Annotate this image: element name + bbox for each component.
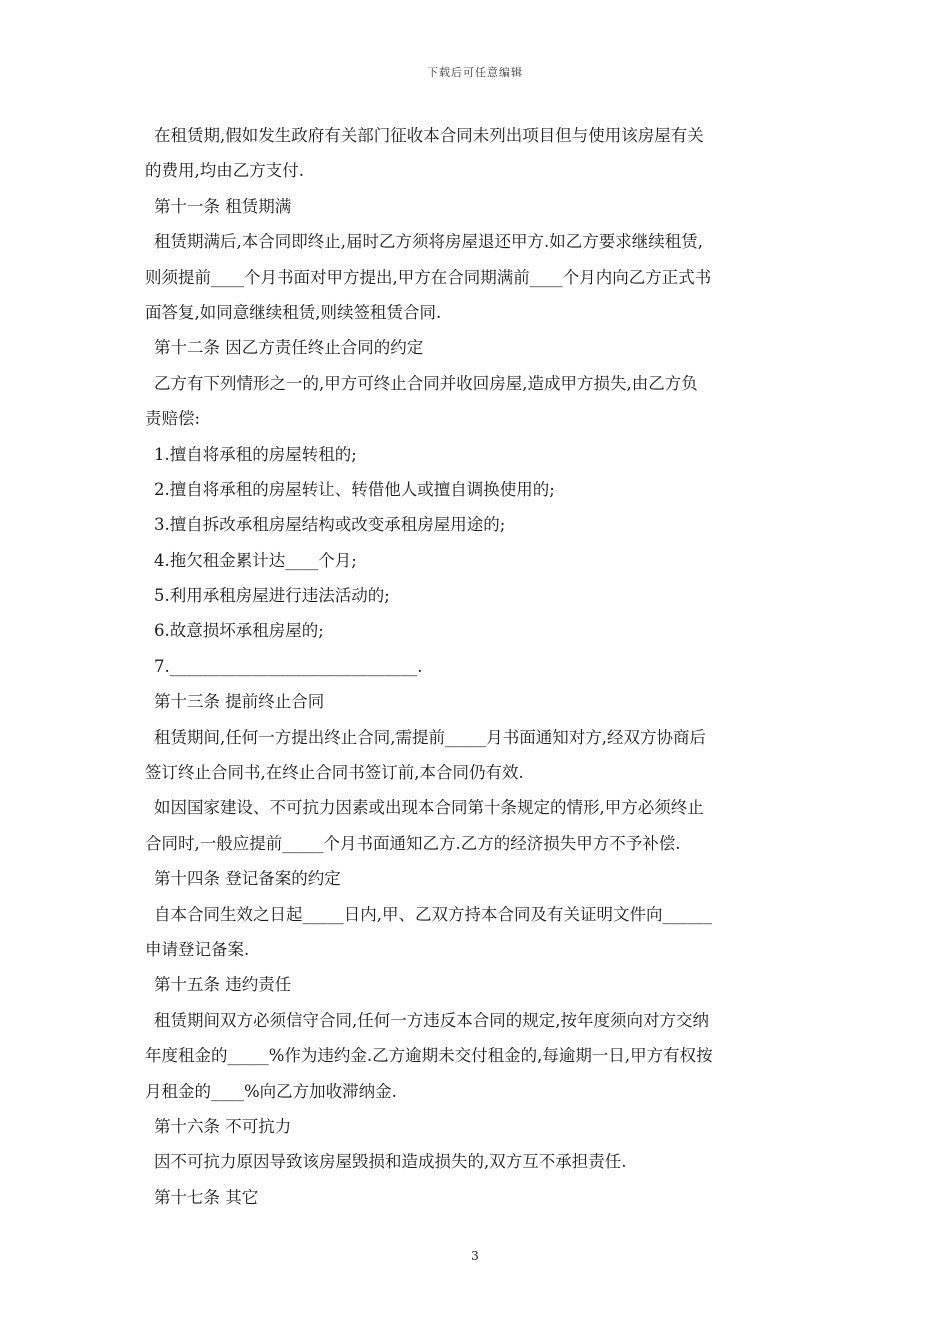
text-line: 年度租金的_____%作为违约金.乙方逾期未交付租金的,每逾期一日,甲方有权按 [145,1046,713,1066]
text-line: 自本合同生效之日起_____日内,甲、乙双方持本合同及有关证明文件向______ [154,904,712,924]
text-line: 面答复,如同意继续租赁,则续签租赁合同. [145,302,442,322]
text-line: 第十三条 提前终止合同 [154,692,325,712]
text-line: 第十七条 其它 [154,1187,259,1207]
text-line: 租赁期满后,本合同即终止,届时乙方须将房屋退还甲方.如乙方要求继续租赁, [154,232,703,252]
page-number: 3 [471,1249,479,1263]
text-line: 租赁期间双方必须信守合同,任何一方违反本合同的规定,按年度须向对方交纳 [154,1010,709,1030]
text-line: 1.擅自将承租的房屋转租的; [154,444,357,464]
text-line: 第十二条 因乙方责任终止合同的约定 [154,338,424,358]
text-line: 2.擅自将承租的房屋转让、转借他人或擅自调换使用的; [154,479,555,499]
text-line: 第十四条 登记备案的约定 [154,869,341,889]
text-line: 5.利用承租房屋进行违法活动的; [154,586,390,606]
text-line: 6.故意损坏承租房屋的; [154,621,324,641]
text-line: 如因国家建设、不可抗力因素或出现本合同第十条规定的情形,甲方必须终止 [154,798,704,818]
text-line: 租赁期间,任何一方提出终止合同,需提前_____月书面通知对方,经双方协商后 [154,727,706,747]
text-line: 在租赁期,假如发生政府有关部门征收本合同未列出项目但与使用该房屋有关 [154,126,704,145]
text-line: 申请登记备案. [145,939,250,959]
text-line: 4.拖欠租金累计达____个月; [154,550,357,570]
text-line: 第十一条 租赁期满 [154,196,292,216]
text-line: 7.______________________________. [154,656,423,676]
text-line: 的费用,均由乙方支付. [145,161,304,181]
text-line: 乙方有下列情形之一的,甲方可终止合同并收回房屋,造成甲方损失,由乙方负 [154,373,698,393]
text-line: 因不可抗力原因导致该房屋毁损和造成损失的,双方互不承担责任. [154,1152,627,1172]
text-line: 第十六条 不可抗力 [154,1116,292,1136]
text-line: 责赔偿: [145,409,201,429]
text-line: 第十五条 违约责任 [154,975,292,995]
text-line: 签订终止合同书,在终止合同书签订前,本合同仍有效. [145,763,524,783]
document-body [145,118,810,1215]
text-line: 合同时,一般应提前_____个月书面通知乙方.乙方的经济损失甲方不予补偿. [145,833,681,853]
text-line: 则须提前____个月书面对甲方提出,甲方在合同期满前____个月内向乙方正式书 [145,267,712,287]
text-line: 3.擅自拆改承租房屋结构或改变承租房屋用途的; [154,515,506,535]
header-note: 下载后可任意编辑 [427,66,523,79]
text-line: 月租金的____%向乙方加收滞纳金. [145,1081,397,1101]
